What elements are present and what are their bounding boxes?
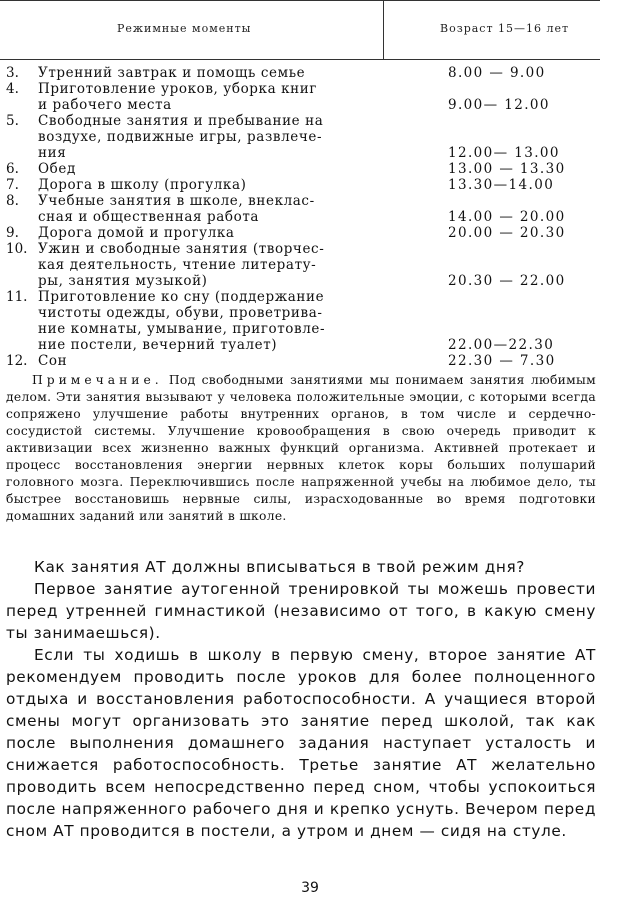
table-row — [0, 241, 600, 289]
row-time: 9.00— 12.00 — [448, 97, 550, 113]
row-time: 12.00— 13.00 — [448, 145, 560, 161]
table-row — [0, 193, 600, 225]
paragraph: Как занятия АТ должны вписываться в твой режим дня? — [34, 558, 526, 576]
page-number: 39 — [301, 880, 319, 896]
row-number: 3. — [6, 65, 19, 81]
table-header — [0, 0, 600, 60]
row-activity-line: Приготовление уроков, уборка книг — [38, 81, 318, 97]
row-activity — [38, 161, 373, 177]
table-row — [0, 353, 600, 369]
schedule-table — [0, 65, 600, 369]
row-activity-line: Дорога в школу (прогулка) — [38, 177, 247, 193]
row-activity-line: Утренний завтрак и помощь семье — [38, 65, 306, 81]
row-activity — [38, 113, 373, 161]
row-activity-line: Приготовление ко сну (поддержание — [38, 289, 325, 305]
row-number: 8. — [6, 193, 19, 209]
row-activity-line: Сон — [38, 353, 68, 369]
row-number: 12. — [6, 353, 28, 369]
row-number: 11. — [6, 289, 28, 305]
row-time: 8.00 — 9.00 — [448, 65, 546, 81]
table-row — [0, 289, 600, 353]
row-time: 13.30—14.00 — [448, 177, 555, 193]
row-activity — [38, 81, 373, 113]
note-text: Под свободными занятиями мы понимаем занятия любимым делом. Эти занятия вызывают у человека положительные эмоции, с которыми всегда сопряжено улучшение работы внутренних органов, в том числе и сердечно-сосудистой системы. Улучшение кровообращения в свою очередь приводит к активизации всех жизненно важных функций организма. Активней протекает и процесс восстановления энергии нервных клеток коры больших полушарий головного мозга. Переключившись после напряженной учебы на любимое дело, ты быстрее восстановишь нервные силы, израсходованные во время подготовки домашних заданий или занятий в школе. — [6, 373, 596, 523]
row-time: 14.00 — 20.00 — [448, 209, 566, 225]
column-header-regime: Режимные моменты — [117, 22, 252, 35]
row-activity-line: Обед — [38, 161, 76, 177]
paragraph: Если ты ходишь в школу в первую смену, второе занятие АТ рекомендуем проводить после уроков для более полноценного отдыха и восстановления работоспособности. А учащиеся второй смены могут организовать это занятие перед школой, так как после выполнения домашнего задания наступает усталость и снижается работоспособность. Третье занятие АТ желательно проводить всем непосредственно перед сном, чтобы успокоиться после напряженного рабочего дня и крепко уснуть. Вечером перед сном АТ проводится в постели, а утром и днем — сидя на стуле. — [6, 646, 596, 840]
row-activity — [38, 241, 373, 289]
row-number: 5. — [6, 113, 19, 129]
table-row — [0, 161, 600, 177]
row-activity — [38, 193, 373, 225]
row-activity — [38, 65, 373, 81]
table-row — [0, 177, 600, 193]
row-activity-line: Учебные занятия в школе, внеклас- — [38, 193, 315, 209]
row-number: 6. — [6, 161, 19, 177]
row-activity-line: Свободные занятия и пребывание на — [38, 113, 324, 129]
column-header-age: Возраст 15—16 лет — [440, 22, 570, 35]
table-row — [0, 113, 600, 161]
row-activity-line: ния — [38, 145, 67, 161]
row-activity-line: чистоты одежды, обуви, проветрива- — [38, 305, 323, 321]
row-activity-line: ры, занятия музыкой) — [38, 273, 208, 289]
paragraph: Первое занятие аутогенной тренировкой ты можешь провести перед утренней гимнастикой (независимо от того, в какую смену ты занимаешься). — [6, 580, 596, 642]
note-paragraph — [6, 372, 596, 525]
row-activity-line: кая деятельность, чтение литерату- — [38, 257, 317, 273]
row-activity-line: ние комнаты, умывание, приготовле- — [38, 321, 326, 337]
note-label: Примечание. — [32, 373, 163, 387]
row-time: 22.00—22.30 — [448, 337, 555, 353]
row-time: 20.30 — 22.00 — [448, 273, 566, 289]
row-activity-line: сная и общественная работа — [38, 209, 260, 225]
row-time: 22.30 — 7.30 — [448, 353, 556, 369]
main-text — [6, 556, 596, 842]
row-activity — [38, 225, 373, 241]
row-activity-line: Ужин и свободные занятия (творчес- — [38, 241, 325, 257]
row-time: 20.00 — 20.30 — [448, 225, 566, 241]
table-row — [0, 81, 600, 113]
row-number: 10. — [6, 241, 28, 257]
row-activity-line: воздухе, подвижные игры, развлече- — [38, 129, 323, 145]
row-activity — [38, 177, 373, 193]
table-row — [0, 65, 600, 81]
row-activity-line: ние постели, вечерний туалет) — [38, 337, 278, 353]
row-time: 13.00 — 13.30 — [448, 161, 566, 177]
row-activity-line: Дорога домой и прогулка — [38, 225, 235, 241]
row-activity-line: и рабочего места — [38, 97, 172, 113]
row-number: 7. — [6, 177, 19, 193]
table-row — [0, 225, 600, 241]
row-number: 4. — [6, 81, 19, 97]
row-activity — [38, 289, 373, 353]
column-divider — [383, 1, 384, 59]
row-activity — [38, 353, 373, 369]
row-number: 9. — [6, 225, 19, 241]
